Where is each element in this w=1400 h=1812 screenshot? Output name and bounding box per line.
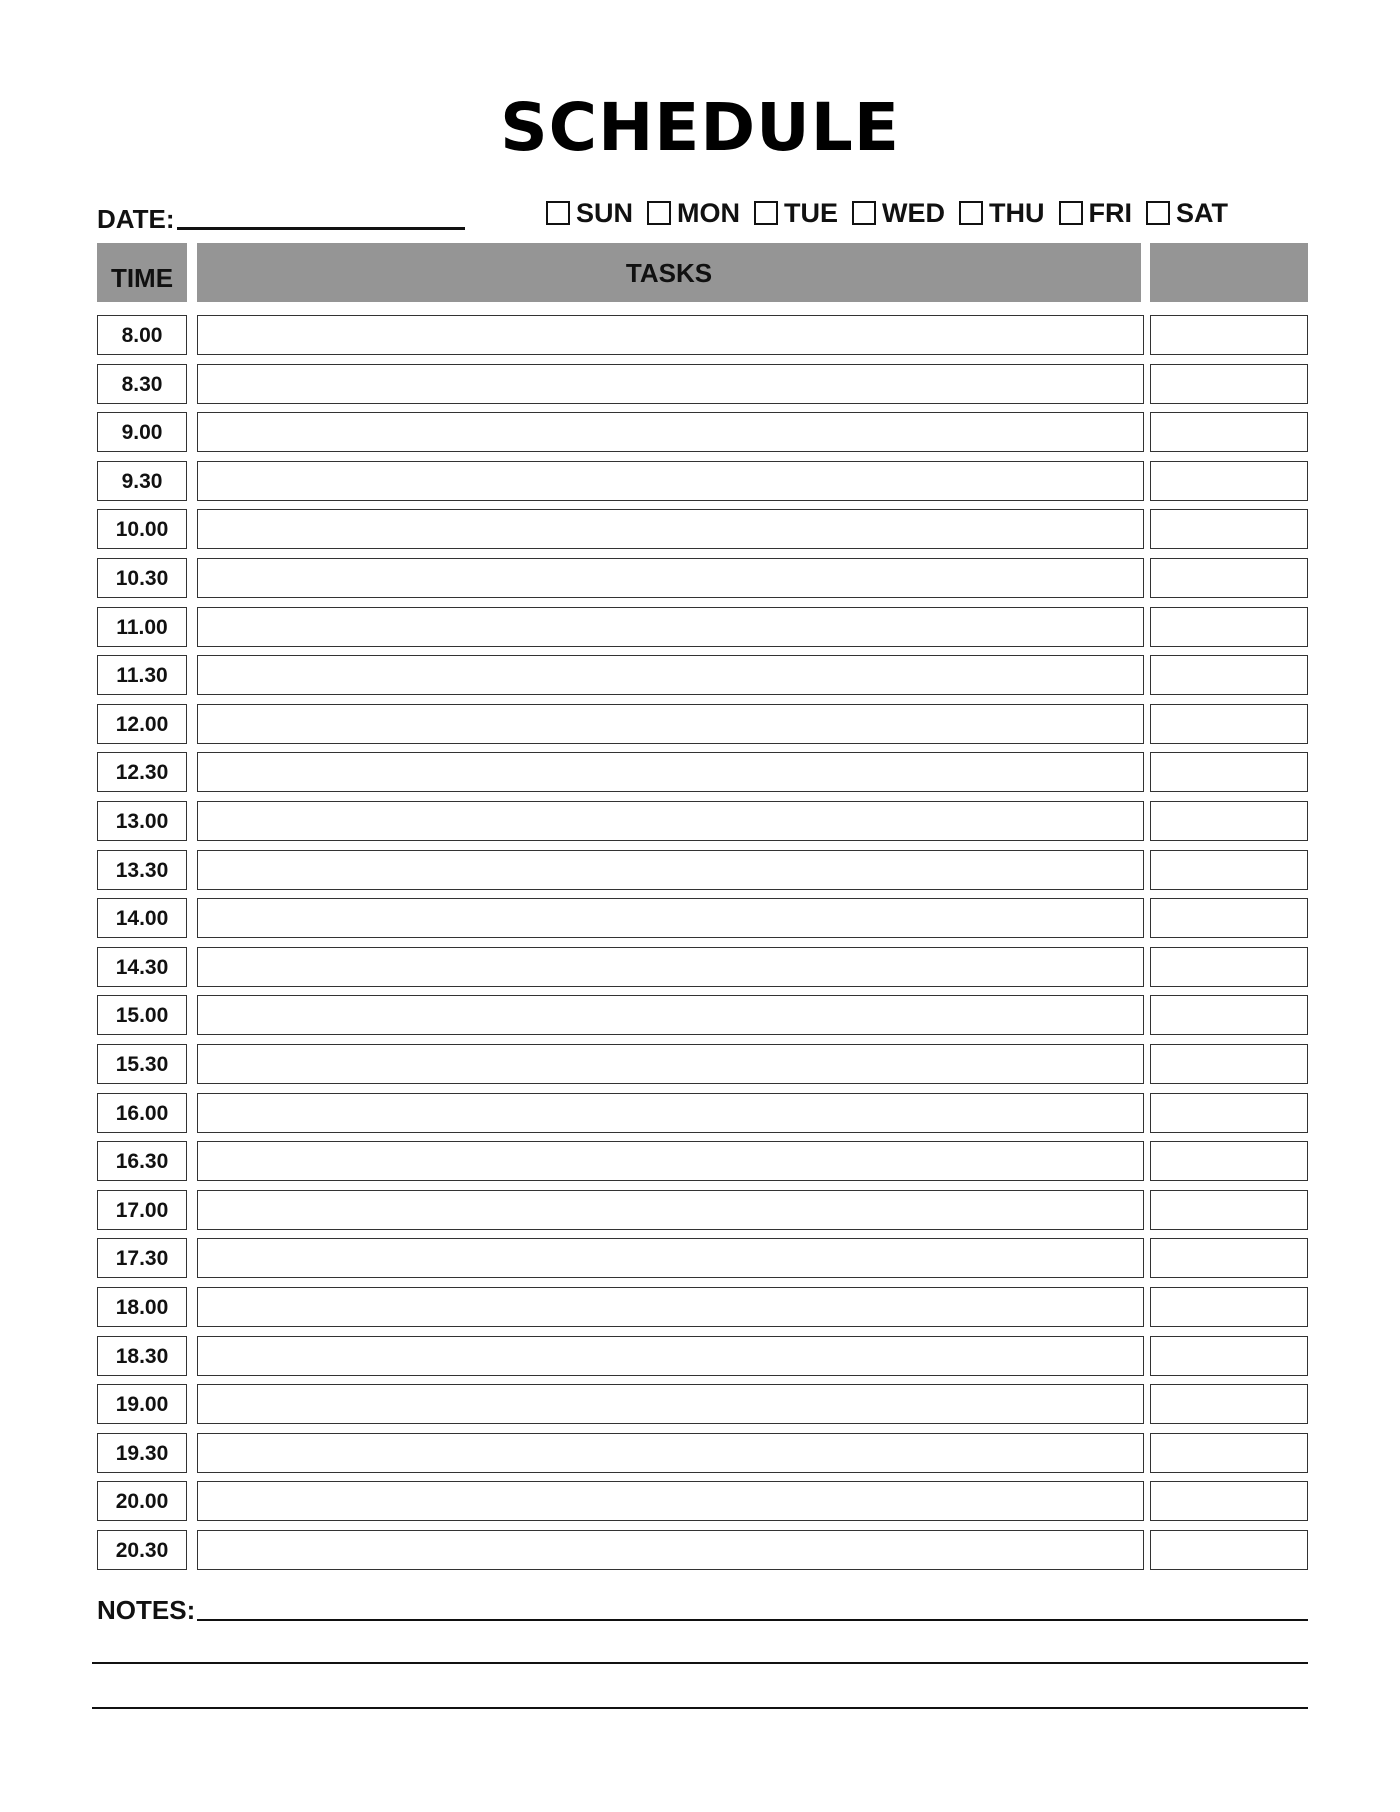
checkbox-wed[interactable] bbox=[852, 201, 876, 225]
task-field[interactable] bbox=[197, 1190, 1144, 1230]
extra-field[interactable] bbox=[1150, 1141, 1308, 1181]
time-cell bbox=[97, 1481, 187, 1521]
day-option-sun[interactable] bbox=[546, 197, 634, 228]
task-field[interactable] bbox=[197, 995, 1144, 1035]
time-cell bbox=[97, 1433, 187, 1473]
time-cell bbox=[97, 801, 187, 841]
day-option-wed[interactable] bbox=[852, 197, 946, 228]
time-cell bbox=[97, 509, 187, 549]
time-label: 13.30 bbox=[115, 858, 169, 882]
time-label: 16.00 bbox=[115, 1101, 169, 1125]
task-field[interactable] bbox=[197, 1336, 1144, 1376]
task-field[interactable] bbox=[197, 315, 1144, 355]
time-label: 11.30 bbox=[116, 664, 168, 688]
task-field[interactable] bbox=[197, 461, 1144, 501]
extra-field[interactable] bbox=[1150, 607, 1308, 647]
time-label: 16.30 bbox=[115, 1150, 169, 1174]
task-field[interactable] bbox=[197, 364, 1144, 404]
extra-field[interactable] bbox=[1150, 898, 1308, 938]
extra-field[interactable] bbox=[1150, 364, 1308, 404]
task-field[interactable] bbox=[197, 607, 1144, 647]
time-label: 18.30 bbox=[115, 1344, 169, 1368]
task-field[interactable] bbox=[197, 1384, 1144, 1424]
extra-field[interactable] bbox=[1150, 1238, 1308, 1278]
notes-label: NOTES: bbox=[97, 1595, 196, 1625]
time-cell bbox=[97, 1093, 187, 1133]
extra-column-header bbox=[1150, 243, 1308, 302]
time-cell bbox=[97, 315, 187, 355]
extra-field[interactable] bbox=[1150, 704, 1308, 744]
extra-field[interactable] bbox=[1150, 947, 1308, 987]
day-label: SAT bbox=[1176, 197, 1229, 228]
extra-field[interactable] bbox=[1150, 461, 1308, 501]
day-option-sat[interactable] bbox=[1146, 197, 1229, 228]
day-label: TUE bbox=[784, 197, 839, 228]
time-cell bbox=[97, 364, 187, 404]
extra-field[interactable] bbox=[1150, 1287, 1308, 1327]
time-cell bbox=[97, 752, 187, 792]
time-cell bbox=[97, 1238, 187, 1278]
extra-field[interactable] bbox=[1150, 412, 1308, 452]
extra-field[interactable] bbox=[1150, 1384, 1308, 1424]
tasks-column-header bbox=[197, 243, 1141, 302]
date-row bbox=[97, 192, 465, 232]
checkbox-mon[interactable] bbox=[647, 201, 671, 225]
time-column-header bbox=[97, 243, 187, 302]
day-label: SUN bbox=[576, 197, 634, 228]
time-label: 8.00 bbox=[121, 324, 163, 347]
extra-field[interactable] bbox=[1150, 655, 1308, 695]
time-cell bbox=[97, 1336, 187, 1376]
task-field[interactable] bbox=[197, 850, 1144, 890]
extra-field[interactable] bbox=[1150, 1530, 1308, 1570]
time-label: 17.30 bbox=[115, 1247, 169, 1271]
time-cell bbox=[97, 461, 187, 501]
checkbox-thu[interactable] bbox=[959, 201, 983, 225]
tasks-header-label: TASKS bbox=[625, 258, 713, 288]
extra-field[interactable] bbox=[1150, 850, 1308, 890]
extra-field[interactable] bbox=[1150, 752, 1308, 792]
page-title: SCHEDULE bbox=[500, 89, 900, 166]
time-label: 15.00 bbox=[115, 1004, 169, 1028]
task-field[interactable] bbox=[197, 1433, 1144, 1473]
day-option-thu[interactable] bbox=[959, 197, 1045, 228]
task-field[interactable] bbox=[197, 1141, 1144, 1181]
time-label: 19.00 bbox=[115, 1393, 169, 1417]
extra-field[interactable] bbox=[1150, 558, 1308, 598]
day-checkboxes bbox=[546, 196, 1228, 230]
notes-line[interactable] bbox=[197, 1619, 1308, 1621]
day-label: MON bbox=[677, 197, 741, 228]
time-header-label: TIME bbox=[110, 263, 174, 293]
time-cell bbox=[97, 1530, 187, 1570]
extra-field[interactable] bbox=[1150, 1190, 1308, 1230]
time-cell bbox=[97, 995, 187, 1035]
time-label: 10.00 bbox=[115, 518, 169, 542]
time-label: 15.30 bbox=[115, 1053, 169, 1076]
task-field[interactable] bbox=[197, 1044, 1144, 1084]
task-field[interactable] bbox=[197, 898, 1144, 938]
checkbox-fri[interactable] bbox=[1059, 201, 1083, 225]
extra-field[interactable] bbox=[1150, 1044, 1308, 1084]
notes-row bbox=[97, 1597, 1308, 1623]
extra-field[interactable] bbox=[1150, 315, 1308, 355]
time-cell bbox=[97, 607, 187, 647]
checkbox-sat[interactable] bbox=[1146, 201, 1170, 225]
task-field[interactable] bbox=[197, 704, 1144, 744]
time-cell bbox=[97, 558, 187, 598]
extra-field[interactable] bbox=[1150, 509, 1308, 549]
notes-line[interactable] bbox=[92, 1662, 1308, 1664]
task-field[interactable] bbox=[197, 1481, 1144, 1521]
time-cell bbox=[97, 704, 187, 744]
time-cell bbox=[97, 1190, 187, 1230]
extra-field[interactable] bbox=[1150, 1433, 1308, 1473]
time-label: 12.30 bbox=[115, 761, 169, 785]
task-field[interactable] bbox=[197, 1238, 1144, 1278]
checkbox-sun[interactable] bbox=[546, 201, 570, 225]
time-label: 12.00 bbox=[115, 712, 169, 736]
day-option-mon[interactable] bbox=[647, 197, 741, 228]
task-field[interactable] bbox=[197, 1287, 1144, 1327]
time-label: 20.30 bbox=[115, 1539, 169, 1562]
task-field[interactable] bbox=[197, 655, 1144, 695]
day-label: FRI bbox=[1088, 197, 1133, 228]
extra-field[interactable] bbox=[1150, 1336, 1308, 1376]
time-label: 20.00 bbox=[115, 1490, 169, 1514]
time-label: 14.30 bbox=[115, 955, 169, 979]
extra-field[interactable] bbox=[1150, 1093, 1308, 1133]
task-field[interactable] bbox=[197, 752, 1144, 792]
time-label: 8.30 bbox=[121, 372, 163, 396]
time-cell bbox=[97, 850, 187, 890]
date-field[interactable] bbox=[177, 227, 465, 230]
notes-line[interactable] bbox=[92, 1707, 1308, 1709]
day-label: WED bbox=[882, 197, 946, 228]
date-label: DATE: bbox=[97, 204, 175, 234]
task-field[interactable] bbox=[197, 801, 1144, 841]
extra-field[interactable] bbox=[1150, 801, 1308, 841]
extra-field[interactable] bbox=[1150, 1481, 1308, 1521]
day-label: THU bbox=[989, 197, 1045, 228]
day-option-tue[interactable] bbox=[754, 197, 839, 228]
time-cell bbox=[97, 1287, 187, 1327]
task-field[interactable] bbox=[197, 558, 1144, 598]
time-cell bbox=[97, 947, 187, 987]
time-label: 17.00 bbox=[115, 1198, 169, 1222]
checkbox-tue[interactable] bbox=[754, 201, 778, 225]
time-label: 11.00 bbox=[116, 615, 168, 639]
time-cell bbox=[97, 655, 187, 695]
time-label: 18.00 bbox=[115, 1296, 169, 1319]
task-field[interactable] bbox=[197, 947, 1144, 987]
task-field[interactable] bbox=[197, 1093, 1144, 1133]
time-cell bbox=[97, 898, 187, 938]
time-label: 19.30 bbox=[115, 1441, 169, 1465]
time-label: 9.00 bbox=[121, 421, 163, 445]
extra-field[interactable] bbox=[1150, 995, 1308, 1035]
task-field[interactable] bbox=[197, 412, 1144, 452]
task-field[interactable] bbox=[197, 509, 1144, 549]
task-field[interactable] bbox=[197, 1530, 1144, 1570]
time-label: 14.00 bbox=[115, 907, 169, 931]
time-label: 9.30 bbox=[121, 469, 163, 493]
time-cell bbox=[97, 1044, 187, 1084]
time-label: 10.30 bbox=[115, 567, 169, 590]
time-cell bbox=[97, 412, 187, 452]
day-option-fri[interactable] bbox=[1059, 197, 1133, 228]
time-cell bbox=[97, 1384, 187, 1424]
time-label: 13.00 bbox=[115, 810, 169, 833]
time-cell bbox=[97, 1141, 187, 1181]
